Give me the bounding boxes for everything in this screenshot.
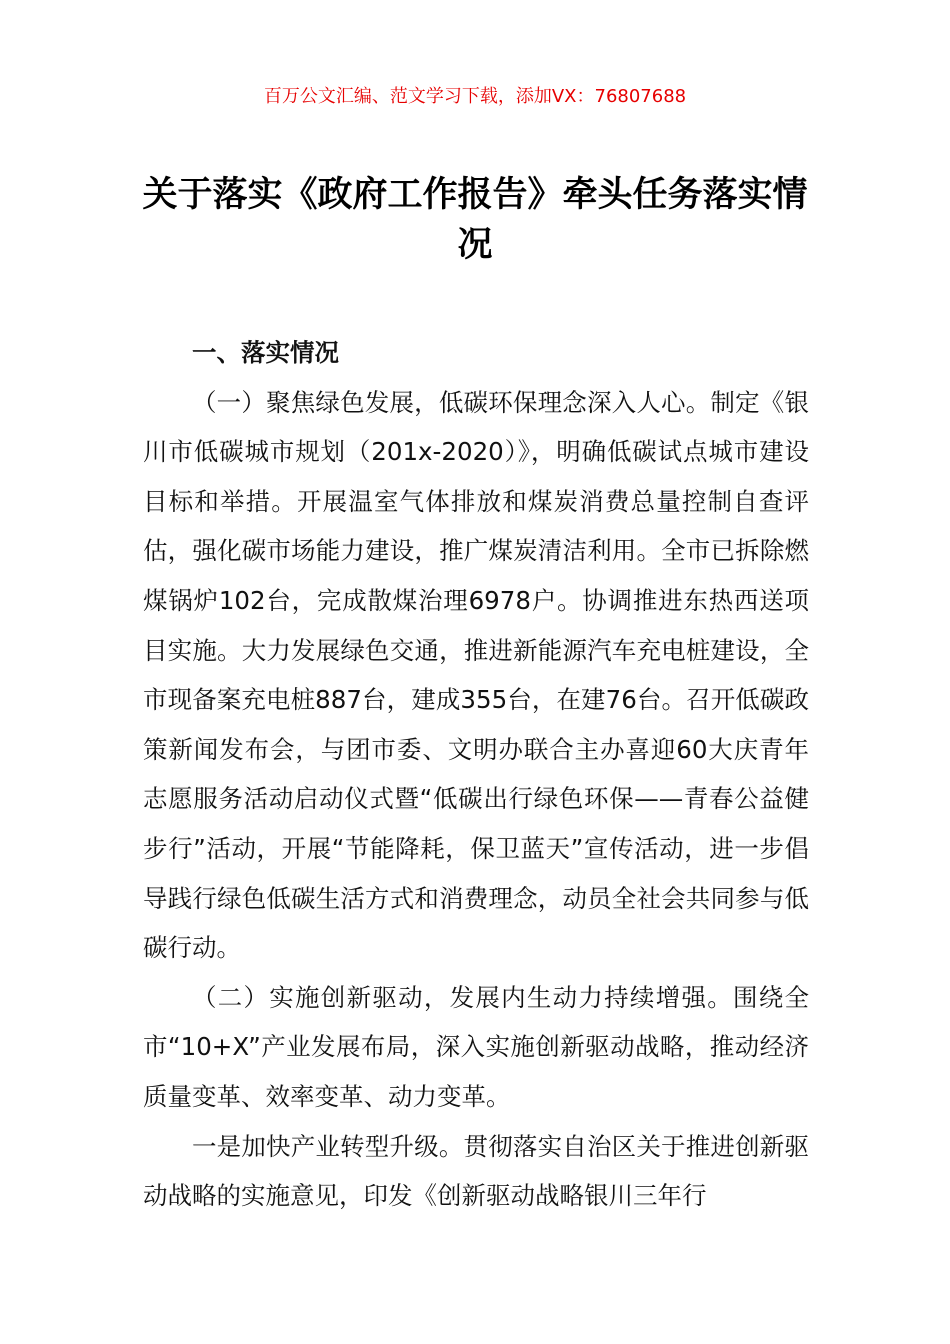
document-title: 关于落实《政府工作报告》牵头任务落实情况 [142, 175, 808, 265]
paragraph: （二）实施创新驱动，发展内生动力持续增强。围绕全市“10+X”产业发展布局，深入实施创新驱动战略，推动经济质量变革、效率变革、动力变革。 [143, 982, 809, 1111]
paragraph: 一是加快产业转型升级。贯彻落实自治区关于推进创新驱动战略的实施意见，印发《创新驱动战略银川三年行 [143, 1131, 809, 1211]
document-body [143, 328, 809, 1221]
paragraph: （一）聚焦绿色发展，低碳环保理念深入人心。制定《银川市低碳城市规划（201x-2020）》，明确低碳试点城市建设目标和举措。开展温室气体排放和煤炭消费总量控制自查评估，强化碳市场能力建设，推广煤炭清洁利用。全市已拆除燃煤锅炉102台，完成散煤治理6978户。协调推进东热西送项目实施。大力发展绿色交通，推进新能源汽车充电桩建设，全市现备案充电桩887台，建成355台，在建76台。召开低碳政策新闻发布会，与团市委、文明办联合主办喜迎60大庆青年志愿服务活动启动仪式暨“低碳出行绿色环保——青春公益健步行”活动，开展“节能降耗，保卫蓝天”宣传活动，进一步倡导践行绿色低碳生活方式和消费理念，动员全社会共同参与低碳行动。 [143, 387, 809, 963]
section-heading: 一、落实情况 [192, 338, 339, 367]
header-note: 百万公文汇编、范文学习下载，添加VX：76807688 [263, 86, 687, 107]
